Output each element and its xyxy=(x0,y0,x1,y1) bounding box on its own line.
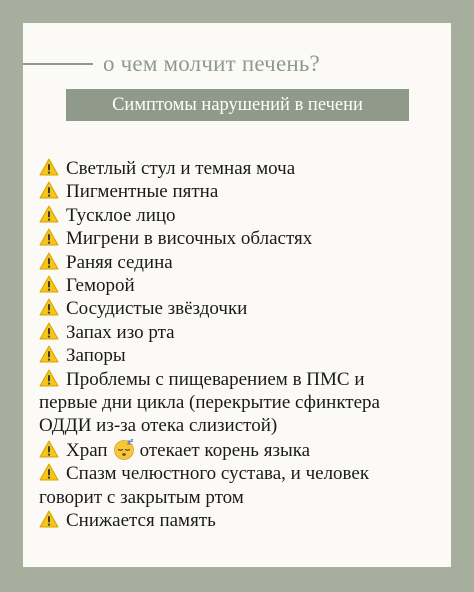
symptom-text: Светлый стул и темная моча xyxy=(66,158,296,179)
title-divider xyxy=(23,63,93,65)
symptom-text: Раняя седина xyxy=(66,251,173,273)
list-item xyxy=(39,251,449,274)
list-item xyxy=(39,297,449,320)
list-item-continuation xyxy=(39,486,449,509)
symptom-text: Тусклое лицо xyxy=(66,204,176,226)
symptom-text: Проблемы с пищеварением в ПМС и xyxy=(66,368,365,390)
warning-icon xyxy=(39,369,59,387)
list-item xyxy=(39,227,449,250)
list-item xyxy=(39,204,449,227)
title-row xyxy=(23,51,451,77)
list-item xyxy=(39,368,449,391)
warning-icon xyxy=(39,205,59,223)
warning-icon xyxy=(39,228,59,246)
symptom-text: Храп xyxy=(66,439,108,461)
list-item xyxy=(39,157,449,180)
symptom-text: Мигрени в височных областях xyxy=(66,228,313,250)
warning-icon xyxy=(39,510,59,528)
content-card xyxy=(23,23,451,567)
page-title: о чем молчит печень? xyxy=(103,51,320,76)
symptom-text: говорит с закрытым ртом xyxy=(39,486,244,508)
symptom-text: первые дни цикла (перекрытие сфинктера xyxy=(39,392,380,414)
list-item xyxy=(39,344,449,367)
warning-icon xyxy=(39,158,59,176)
warning-icon xyxy=(39,181,59,199)
list-item xyxy=(39,321,449,344)
list-item xyxy=(39,274,449,297)
list-item xyxy=(39,509,449,532)
list-item-continuation xyxy=(39,391,449,414)
symptom-text: Геморой xyxy=(66,275,135,297)
sleeping-face-icon xyxy=(113,438,135,460)
symptom-text: Запоры xyxy=(66,345,126,367)
warning-icon xyxy=(39,252,59,270)
warning-icon xyxy=(39,463,59,481)
list-item xyxy=(39,180,449,203)
warning-icon xyxy=(39,322,59,340)
symptom-text: отекает корень языка xyxy=(139,439,311,461)
svg-text:z: z xyxy=(126,438,131,447)
warning-icon xyxy=(39,440,59,458)
symptom-text: Сосудистые звёздочки xyxy=(66,298,248,320)
symptom-text: Пигментные пятна xyxy=(66,181,219,203)
list-item xyxy=(39,438,449,462)
subtitle-banner: Симптомы нарушений в печени xyxy=(66,89,409,121)
warning-icon xyxy=(39,345,59,363)
symptom-text: Спазм челюстного сустава, и человек xyxy=(66,463,370,485)
symptom-text: Запах изо рта xyxy=(66,321,175,343)
symptom-text: Снижается память xyxy=(66,510,216,532)
symptom-list xyxy=(39,157,449,533)
svg-text:z: z xyxy=(130,437,133,444)
list-item xyxy=(39,462,449,485)
warning-icon xyxy=(39,298,59,316)
list-item-continuation xyxy=(39,414,449,437)
warning-icon xyxy=(39,275,59,293)
symptom-text: ОДДИ из-за отека слизистой) xyxy=(39,415,278,437)
